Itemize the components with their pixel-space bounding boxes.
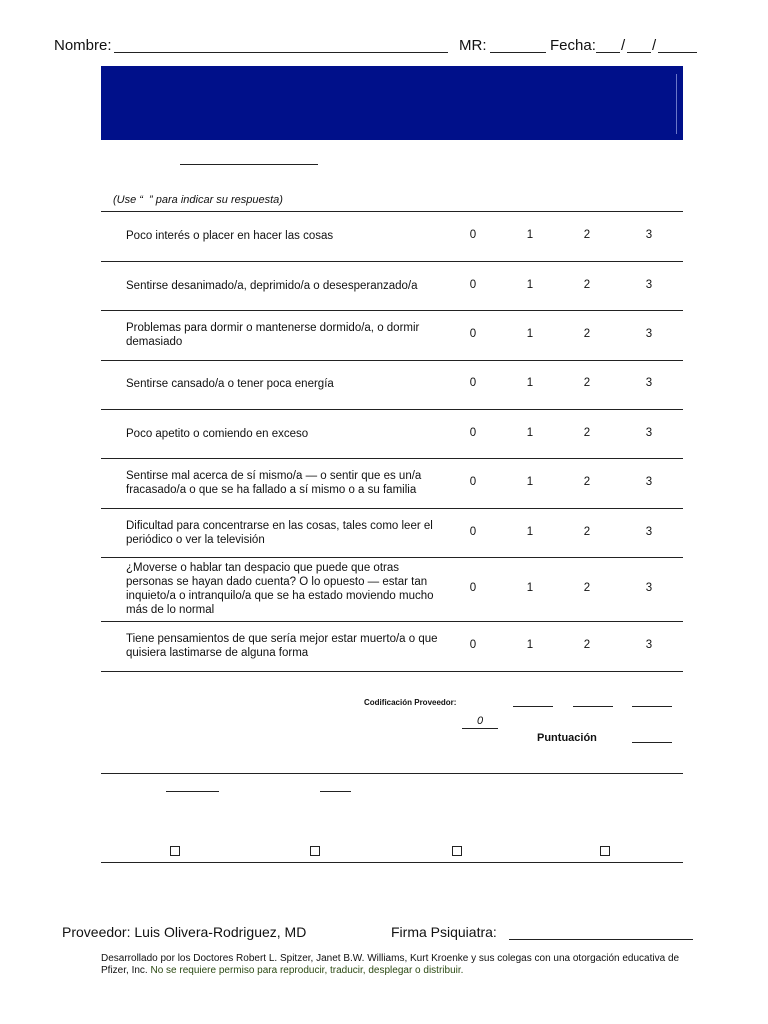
blank-field-b[interactable] <box>320 791 351 792</box>
option-3[interactable]: 3 <box>645 229 653 241</box>
credit-main: Desarrollado por los Doctores Robert L. Spitzer, Janet B.W. Williams, Kurt Kroenke y sus colegas con una otorgación educativa de Pfizer, Inc. <box>101 953 680 976</box>
checkbox-1[interactable] <box>170 846 180 856</box>
question-row-5 <box>101 410 683 458</box>
subtitle-blank-line <box>180 164 318 165</box>
checkbox-3[interactable] <box>452 846 462 856</box>
question-row-8 <box>101 558 683 621</box>
question-row-9 <box>101 622 683 671</box>
option-2[interactable]: 2 <box>583 582 591 594</box>
option-3[interactable]: 3 <box>645 377 653 389</box>
option-0[interactable]: 0 <box>469 328 477 340</box>
option-0[interactable]: 0 <box>469 427 477 439</box>
credit-note: No se requiere permiso para reproducir, traducir, desplegar o distribuir. <box>150 965 464 976</box>
option-0[interactable]: 0 <box>469 377 477 389</box>
question-text: Dificultad para concentrarse en las cosas, tales como leer el periódico o ver la televisión <box>126 520 433 546</box>
mr-field[interactable] <box>490 52 546 53</box>
checkbox-4[interactable] <box>600 846 610 856</box>
score-field[interactable] <box>632 742 672 743</box>
coding-value-0: 0 <box>476 715 484 727</box>
signature-label: Firma Psiquiatra: <box>391 924 497 940</box>
option-0[interactable]: 0 <box>469 582 477 594</box>
date-year-field[interactable] <box>658 52 697 53</box>
question-row-7 <box>101 509 683 557</box>
option-0[interactable]: 0 <box>469 229 477 241</box>
option-3[interactable]: 3 <box>645 582 653 594</box>
question-text: Sentirse mal acerca de sí mismo/a — o sentir que es un/a fracasado/a o que se ha fallado a sí mismo o a su familia <box>126 470 422 496</box>
option-2[interactable]: 2 <box>583 639 591 651</box>
option-1[interactable]: 1 <box>526 476 534 488</box>
question-row-1 <box>101 212 683 261</box>
banner-edge <box>676 74 677 134</box>
coding-field-3[interactable] <box>632 706 672 707</box>
question-row-3 <box>101 311 683 360</box>
question-text: Poco apetito o comiendo en exceso <box>126 428 309 440</box>
section-rule <box>101 773 683 774</box>
option-3[interactable]: 3 <box>645 328 653 340</box>
coding-field-2[interactable] <box>573 706 613 707</box>
question-text: Poco interés o placer en hacer las cosas <box>126 230 334 242</box>
coding-field-1[interactable] <box>513 706 553 707</box>
title-banner <box>101 66 683 140</box>
score-label: Puntuación <box>537 732 597 744</box>
option-2[interactable]: 2 <box>583 476 591 488</box>
provider-name: Proveedor: Luis Olivera-Rodriguez, MD <box>62 924 307 940</box>
signature-field[interactable] <box>509 939 693 940</box>
date-separator-1: / <box>621 37 626 54</box>
option-1[interactable]: 1 <box>526 328 534 340</box>
question-row-6 <box>101 459 683 508</box>
option-2[interactable]: 2 <box>583 279 591 291</box>
option-0[interactable]: 0 <box>469 526 477 538</box>
option-0[interactable]: 0 <box>469 476 477 488</box>
question-text: Tiene pensamientos de que sería mejor estar muerto/a o que quisiera lastimarse de alguna forma <box>126 633 438 659</box>
option-2[interactable]: 2 <box>583 328 591 340</box>
coding-label: Codificación Proveedor: <box>364 698 457 707</box>
date-month-field[interactable] <box>627 52 651 53</box>
option-2[interactable]: 2 <box>583 526 591 538</box>
name-field[interactable] <box>114 52 448 53</box>
blank-field-a[interactable] <box>166 791 219 792</box>
option-1[interactable]: 1 <box>526 427 534 439</box>
option-1[interactable]: 1 <box>526 526 534 538</box>
option-1[interactable]: 1 <box>526 377 534 389</box>
option-3[interactable]: 3 <box>645 526 653 538</box>
option-2[interactable]: 2 <box>583 229 591 241</box>
name-label: Nombre: <box>54 37 112 54</box>
option-2[interactable]: 2 <box>583 377 591 389</box>
option-1[interactable]: 1 <box>526 279 534 291</box>
option-0[interactable]: 0 <box>469 279 477 291</box>
date-label: Fecha: <box>550 37 596 54</box>
option-3[interactable]: 3 <box>645 476 653 488</box>
mr-label: MR: <box>459 37 487 54</box>
instructions-text: (Use “ ” para indicar su respuesta) <box>113 194 283 206</box>
option-1[interactable]: 1 <box>526 639 534 651</box>
date-separator-2: / <box>652 37 657 54</box>
question-row-2 <box>101 262 683 310</box>
option-3[interactable]: 3 <box>645 427 653 439</box>
question-text: Problemas para dormir o mantenerse dormido/a, o dormir demasiado <box>126 322 420 348</box>
question-text: Sentirse desanimado/a, deprimido/a o desesperanzado/a <box>126 280 418 292</box>
credit-text <box>101 953 701 977</box>
date-day-field[interactable] <box>596 52 620 53</box>
option-3[interactable]: 3 <box>645 279 653 291</box>
option-3[interactable]: 3 <box>645 639 653 651</box>
section-bottom-rule <box>101 862 683 863</box>
checkbox-2[interactable] <box>310 846 320 856</box>
option-2[interactable]: 2 <box>583 427 591 439</box>
coding-field-0[interactable] <box>462 711 498 729</box>
question-row-4 <box>101 361 683 409</box>
question-text: ¿Moverse o hablar tan despacio que puede que otras personas se hayan dado cuenta? O lo opuesto — estar tan inquieto/a o intranquilo/a que se ha estado moviendo mucho más de lo normal <box>126 562 434 616</box>
option-1[interactable]: 1 <box>526 229 534 241</box>
option-0[interactable]: 0 <box>469 639 477 651</box>
table-bottom-rule <box>101 671 683 672</box>
option-1[interactable]: 1 <box>526 582 534 594</box>
question-text: Sentirse cansado/a o tener poca energía <box>126 378 334 390</box>
